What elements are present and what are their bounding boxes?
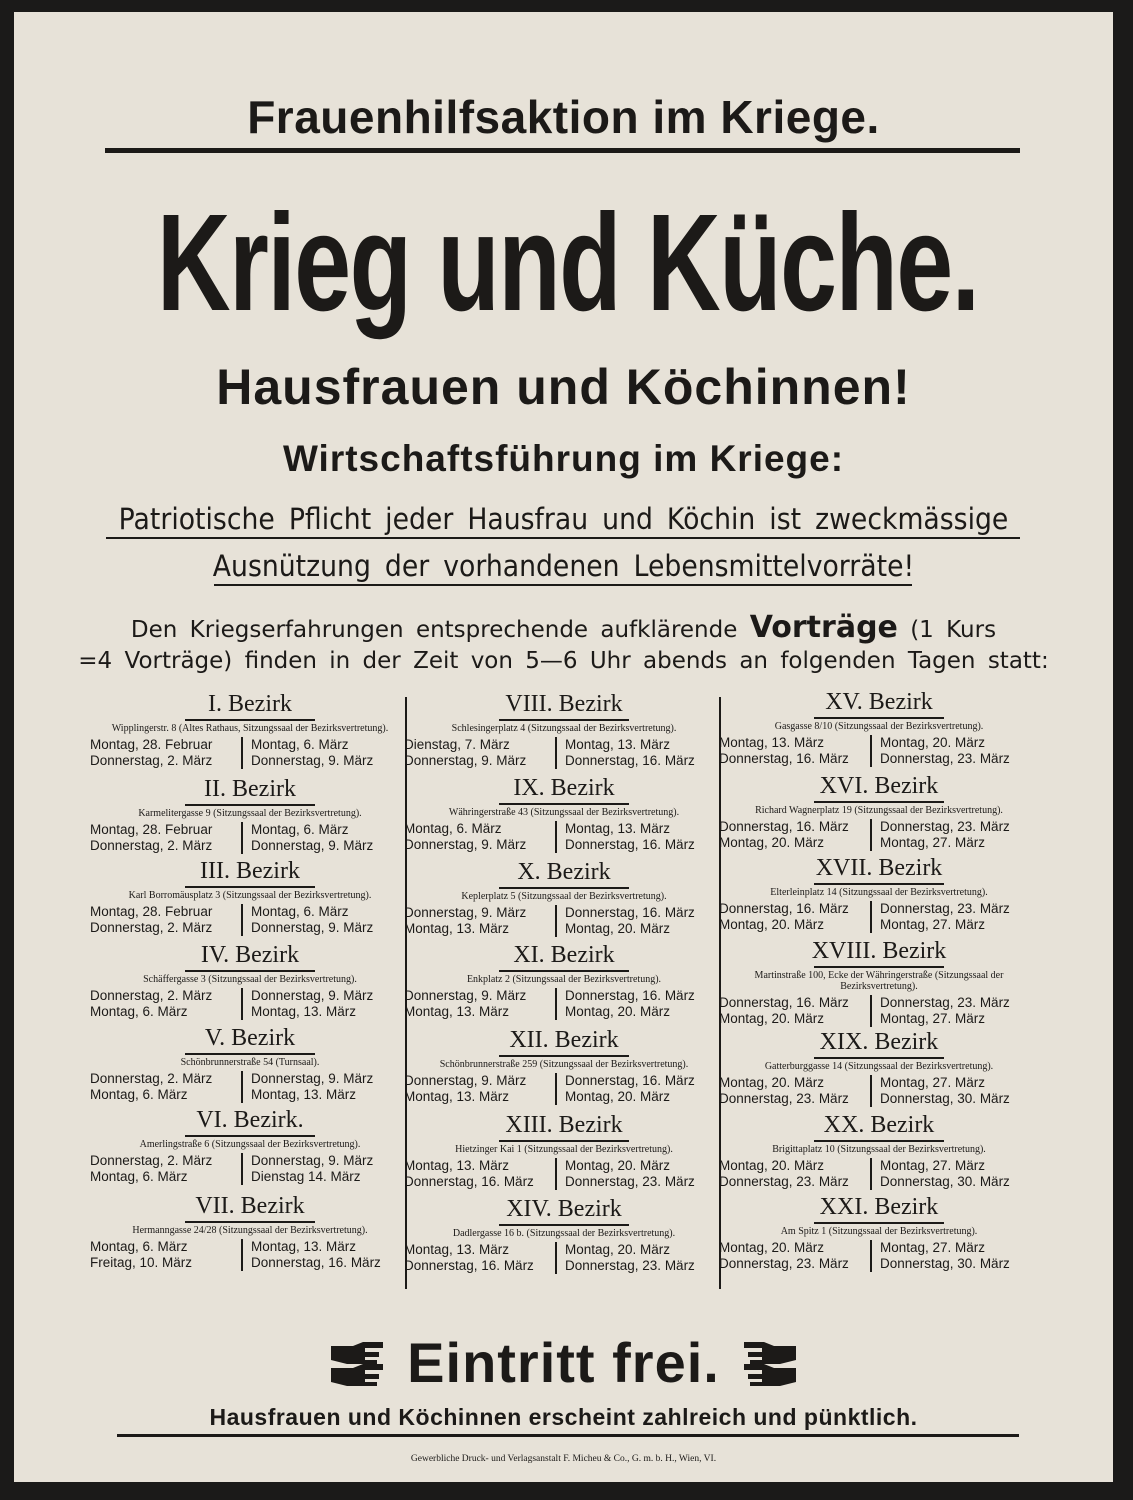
district-title: VIII. Bezirk — [505, 691, 623, 717]
district-dates — [90, 1153, 410, 1185]
lecture-date: Montag, 13. März — [404, 921, 510, 936]
district-address: Richard Wagnerplatz 19 (Sitzungssaal der Bezirksvertretung). — [755, 805, 1003, 816]
district-title: XX. Bezirk — [823, 1112, 935, 1138]
addressees-heading: Hausfrauen und Köchinnen! — [216, 359, 911, 415]
district-title: XI. Bezirk — [513, 942, 615, 968]
lecture-date: Donnerstag, 9. März — [251, 1153, 374, 1168]
district-title: XXI. Bezirk — [819, 1194, 939, 1220]
lecture-date: Montag, 13. März — [719, 735, 825, 750]
district-address: Karl Borromäusplatz 3 (Sitzungssaal der Bezirksvertretung). — [128, 890, 372, 901]
district-title-rule — [185, 719, 315, 721]
district-block — [90, 1106, 410, 1185]
lecture-date: Donnerstag, 2. März — [90, 920, 213, 935]
lecture-date: Montag, 28. Februar — [90, 822, 213, 837]
appeal-line: Hausfrauen und Köchinnen erscheint zahlreich und pünktlich. — [209, 1404, 918, 1430]
lecture-date: Donnerstag, 23. März — [880, 751, 1010, 766]
lecture-date: Montag, 13. März — [404, 1089, 510, 1104]
district-title-rule — [814, 717, 944, 719]
district-title: V. Bezirk — [204, 1025, 296, 1051]
district-title: XIX. Bezirk — [819, 1029, 939, 1055]
lecture-date: Freitag, 10. März — [90, 1255, 193, 1270]
dates-right — [243, 822, 373, 854]
district-title-rule — [185, 970, 315, 972]
district-address: Schlesingerplatz 4 (Sitzungssaal der Bezirksvertretung). — [451, 723, 677, 734]
dates-right — [872, 901, 1010, 933]
district-title: XVII. Bezirk — [815, 855, 943, 881]
pointing-hand-icon — [329, 1336, 389, 1390]
district-dates — [404, 905, 724, 937]
district-block — [90, 857, 410, 936]
duty-rule-2 — [214, 584, 912, 586]
district-title-rule — [814, 883, 944, 885]
district-dates — [404, 1073, 724, 1105]
dates-right — [243, 1071, 373, 1103]
dates-left — [719, 819, 872, 851]
lecture-date: Donnerstag, 9. März — [404, 753, 527, 768]
lecture-date: Montag, 20. März — [719, 1240, 825, 1255]
lecture-date: Donnerstag, 9. März — [404, 988, 527, 1003]
district-address: Dadlergasse 16 b. (Sitzungssaal der Bezirksvertretung). — [452, 1228, 676, 1239]
district-block — [719, 1028, 1039, 1107]
district-title-rule — [185, 1135, 315, 1137]
duty-line-1: Patriotische Pflicht jeder Hausfrau und Köchin ist zweckmässige — [118, 502, 1009, 536]
district-address: Gatterburggasse 14 (Sitzungssaal der Bezirksvertretung). — [764, 1061, 994, 1072]
lecture-date: Donnerstag, 9. März — [251, 838, 374, 853]
district-title-rule — [185, 1221, 315, 1223]
dates-left — [719, 1240, 872, 1272]
free-entry-row — [14, 1330, 1113, 1400]
lecture-date: Donnerstag, 23. März — [719, 1256, 849, 1271]
lecture-date: Donnerstag, 23. März — [880, 995, 1010, 1010]
district-title: XVI. Bezirk — [819, 773, 939, 799]
district-block — [719, 688, 1039, 767]
lecture-date: Donnerstag, 16. März — [251, 1255, 381, 1270]
lecture-date: Montag, 27. März — [880, 1240, 986, 1255]
district-address: Brigittaplatz 10 (Sitzungssaal der Bezirksvertretung). — [772, 1144, 986, 1155]
dates-right — [872, 819, 1010, 851]
lecture-date: Donnerstag, 23. März — [719, 1174, 849, 1189]
district-block — [90, 941, 410, 1020]
lecture-date: Montag, 27. März — [880, 1075, 986, 1090]
dates-right — [557, 905, 695, 937]
lecture-date: Montag, 6. März — [404, 821, 502, 836]
lecture-date: Montag, 20. März — [719, 1075, 825, 1090]
intro-line-2: =4 Vorträge) finden in der Zeit von 5—6 Uhr abends an folgenden Tagen statt: — [78, 648, 1049, 674]
lecture-date: Donnerstag, 16. März — [404, 1174, 534, 1189]
district-title-rule — [499, 803, 629, 805]
district-dates — [90, 822, 410, 854]
dates-right — [872, 995, 1010, 1027]
dates-right — [243, 737, 373, 769]
lecture-date: Montag, 13. März — [404, 1158, 510, 1173]
district-title-rule — [499, 1224, 629, 1226]
lecture-date: Dienstag, 7. März — [404, 737, 510, 752]
district-dates — [90, 988, 410, 1020]
poster-title: Krieg und Küche. — [156, 186, 979, 340]
dates-right — [557, 988, 695, 1020]
dates-left — [719, 1075, 872, 1107]
dates-left — [719, 901, 872, 933]
district-address: Keplerplatz 5 (Sitzungssaal der Bezirksvertretung). — [461, 891, 667, 902]
district-title-rule — [499, 1140, 629, 1142]
lecture-date: Montag, 20. März — [565, 1004, 671, 1019]
district-title-rule — [499, 887, 629, 889]
dates-left — [404, 737, 557, 769]
district-title: VI. Bezirk. — [196, 1107, 304, 1133]
lecture-date: Montag, 28. Februar — [90, 904, 213, 919]
district-dates — [404, 821, 724, 853]
dates-right — [557, 1073, 695, 1105]
lecture-date: Montag, 20. März — [565, 921, 671, 936]
lecture-date: Montag, 27. März — [880, 835, 986, 850]
district-block — [90, 1024, 410, 1103]
district-dates — [404, 1158, 724, 1190]
lecture-date: Montag, 6. März — [90, 1239, 188, 1254]
dates-right — [872, 1240, 1010, 1272]
district-dates — [90, 904, 410, 936]
dates-left — [90, 1239, 243, 1271]
lecture-date: Montag, 20. März — [719, 1011, 825, 1026]
dates-right — [557, 821, 695, 853]
lecture-date: Donnerstag, 16. März — [565, 988, 695, 1003]
dates-left — [719, 1158, 872, 1190]
lecture-date: Donnerstag, 23. März — [565, 1174, 695, 1189]
lecture-date: Montag, 27. März — [880, 1011, 986, 1026]
district-dates — [719, 1240, 1039, 1272]
district-title: VII. Bezirk — [195, 1193, 305, 1219]
lecture-date: Donnerstag, 9. März — [251, 1071, 374, 1086]
dates-right — [243, 1239, 381, 1271]
intro-text-2: (1 Kurs — [910, 617, 997, 643]
district-dates — [719, 1158, 1039, 1190]
lecture-date: Montag, 28. Februar — [90, 737, 213, 752]
lecture-date: Donnerstag, 16. März — [719, 751, 849, 766]
lecture-date: Donnerstag, 23. März — [719, 1091, 849, 1106]
district-block — [404, 1026, 724, 1105]
lecture-date: Donnerstag, 2. März — [90, 1071, 213, 1086]
lecture-date: Montag, 13. März — [251, 1087, 357, 1102]
district-address: Elterleinplatz 14 (Sitzungssaal der Bezirksvertretung). — [770, 887, 988, 898]
lecture-date: Donnerstag, 9. März — [404, 837, 527, 852]
district-title-rule — [499, 1055, 629, 1057]
district-dates — [404, 988, 724, 1020]
lecture-date: Donnerstag, 16. März — [719, 995, 849, 1010]
district-block — [404, 1111, 724, 1190]
lecture-date: Montag, 6. März — [90, 1004, 188, 1019]
district-dates — [719, 1075, 1039, 1107]
lecture-date: Dienstag 14. März — [251, 1169, 361, 1184]
dates-left — [404, 905, 557, 937]
dates-left — [404, 821, 557, 853]
dates-right — [557, 1158, 695, 1190]
dates-right — [243, 1153, 373, 1185]
lecture-date: Montag, 20. März — [719, 917, 825, 932]
dates-left — [719, 995, 872, 1027]
district-address: Am Spitz 1 (Sitzungssaal der Bezirksvertretung). — [780, 1226, 978, 1237]
district-address: Karmelitergasse 9 (Sitzungssaal der Bezirksvertretung). — [138, 808, 362, 819]
lecture-date: Montag, 20. März — [565, 1242, 671, 1257]
lecture-date: Donnerstag, 16. März — [565, 753, 695, 768]
lecture-date: Montag, 13. März — [404, 1004, 510, 1019]
lecture-date: Donnerstag, 16. März — [565, 837, 695, 852]
dates-left — [404, 1158, 557, 1190]
intro-text-1: Den Kriegserfahrungen entsprechende aufklärende — [130, 617, 738, 643]
dates-right — [872, 735, 1010, 767]
district-title-rule — [499, 970, 629, 972]
lecture-date: Montag, 20. März — [565, 1158, 671, 1173]
district-address: Schäffergasse 3 (Sitzungssaal der Bezirksvertretung). — [143, 974, 357, 985]
district-title: XII. Bezirk — [509, 1027, 619, 1053]
lecture-date: Montag, 6. März — [90, 1087, 188, 1102]
district-title: IV. Bezirk — [200, 942, 300, 968]
district-address: Enkplatz 2 (Sitzungssaal der Bezirksvertretung). — [466, 974, 662, 985]
district-dates — [719, 819, 1039, 851]
lecture-date: Donnerstag, 23. März — [565, 1258, 695, 1273]
lecture-date: Montag, 20. März — [719, 1158, 825, 1173]
district-address: Hietzinger Kai 1 (Sitzungssaal der Bezirksvertretung). — [455, 1144, 673, 1155]
dates-left — [90, 1153, 243, 1185]
district-block — [404, 941, 724, 1020]
lecture-date: Donnerstag, 16. März — [719, 819, 849, 834]
dates-left — [404, 988, 557, 1020]
intro-emphasis: Vorträge — [749, 610, 898, 645]
dates-right — [872, 1075, 1010, 1107]
lecture-date: Donnerstag, 2. März — [90, 838, 213, 853]
lecture-date: Donnerstag, 9. März — [251, 753, 374, 768]
district-dates — [719, 995, 1039, 1027]
lecture-date: Donnerstag, 2. März — [90, 753, 213, 768]
district-address: Martinstraße 100, Ecke der Währingerstraße (Sitzungssaal der Bezirksvertretung). — [754, 970, 1004, 992]
district-block — [90, 690, 410, 769]
district-address: Amerlingstraße 6 (Sitzungssaal der Bezirksvertretung). — [139, 1139, 361, 1150]
subtitle-heading: Wirtschaftsführung im Kriege: — [282, 438, 845, 479]
duty-rule-1 — [106, 537, 1020, 539]
lecture-date: Donnerstag, 16. März — [565, 905, 695, 920]
district-title-rule — [814, 1222, 944, 1224]
district-title-rule — [814, 1140, 944, 1142]
lecture-date: Donnerstag, 9. März — [404, 905, 527, 920]
intro-line-1 — [14, 610, 1113, 645]
lecture-date: Donnerstag, 2. März — [90, 1153, 213, 1168]
district-dates — [90, 1071, 410, 1103]
district-block — [90, 775, 410, 854]
district-title: XIV. Bezirk — [506, 1196, 622, 1222]
district-title: I. Bezirk — [208, 691, 292, 717]
lecture-date: Montag, 6. März — [90, 1169, 188, 1184]
dates-left — [404, 1073, 557, 1105]
district-block — [719, 1111, 1039, 1190]
district-title-rule — [185, 804, 315, 806]
district-block — [404, 1195, 724, 1274]
district-title-rule — [185, 1053, 315, 1055]
district-title: XV. Bezirk — [825, 689, 933, 715]
district-address: Gasgasse 8/10 (Sitzungssaal der Bezirksvertretung). — [774, 721, 984, 732]
lecture-date: Montag, 13. März — [251, 1239, 357, 1254]
district-dates — [90, 1239, 410, 1271]
district-title-rule — [185, 886, 315, 888]
lecture-date: Montag, 13. März — [565, 737, 671, 752]
district-title-rule — [814, 966, 944, 968]
lecture-date: Montag, 6. März — [251, 904, 349, 919]
district-block — [719, 772, 1039, 851]
district-title-rule — [814, 1057, 944, 1059]
lecture-date: Montag, 27. März — [880, 1158, 986, 1173]
district-dates — [719, 901, 1039, 933]
lecture-date: Montag, 13. März — [251, 1004, 357, 1019]
dates-left — [90, 737, 243, 769]
district-block — [404, 774, 724, 853]
lecture-date: Donnerstag, 9. März — [251, 920, 374, 935]
lecture-date: Montag, 6. März — [251, 822, 349, 837]
district-block — [719, 937, 1039, 1027]
dates-right — [557, 737, 695, 769]
district-block — [719, 854, 1039, 933]
lecture-date: Donnerstag, 23. März — [880, 819, 1010, 834]
lecture-date: Montag, 20. März — [719, 835, 825, 850]
poster — [14, 12, 1113, 1482]
lecture-date: Donnerstag, 16. März — [565, 1073, 695, 1088]
district-address: Wipplingerstr. 8 (Altes Rathaus, Sitzungssaal der Bezirksvertretung). — [111, 723, 389, 734]
district-dates — [90, 737, 410, 769]
dates-left — [719, 735, 872, 767]
district-address: Hermanngasse 24/28 (Sitzungssaal der Bezirksvertretung). — [132, 1225, 368, 1236]
district-address: Schönbrunnerstraße 54 (Turnsaal). — [180, 1057, 320, 1068]
lecture-date: Montag, 20. März — [880, 735, 986, 750]
lecture-date: Donnerstag, 16. März — [719, 901, 849, 916]
district-block — [404, 690, 724, 769]
pointing-hand-icon — [738, 1336, 798, 1390]
lecture-date: Donnerstag, 30. März — [880, 1174, 1010, 1189]
district-address: Schönbrunnerstraße 259 (Sitzungssaal der Bezirksvertretung). — [439, 1059, 689, 1070]
lecture-date: Donnerstag, 16. März — [404, 1258, 534, 1273]
district-title: XVIII. Bezirk — [811, 938, 947, 964]
lecture-date: Donnerstag, 23. März — [880, 901, 1010, 916]
heading-rule — [105, 148, 1020, 153]
dates-left — [90, 822, 243, 854]
lecture-date: Donnerstag, 9. März — [404, 1073, 527, 1088]
lecture-date: Donnerstag, 30. März — [880, 1091, 1010, 1106]
dates-right — [557, 1242, 695, 1274]
printer-imprint: Gewerbliche Druck- und Verlagsanstalt F. Micheu & Co., G. m. b. H., Wien, VI. — [410, 1454, 717, 1464]
district-address: Währingerstraße 43 (Sitzungssaal der Bezirksvertretung). — [448, 807, 680, 818]
lecture-date: Donnerstag, 9. März — [251, 988, 374, 1003]
appeal-rule — [117, 1434, 1019, 1437]
lecture-date: Montag, 27. März — [880, 917, 986, 932]
district-title-rule — [499, 719, 629, 721]
dates-right — [243, 904, 373, 936]
district-block — [404, 858, 724, 937]
dates-right — [243, 988, 373, 1020]
district-dates — [719, 735, 1039, 767]
duty-line-2: Ausnützung der vorhandenen Lebensmittelvorräte! — [212, 549, 915, 583]
dates-left — [90, 1071, 243, 1103]
district-title: II. Bezirk — [204, 776, 296, 802]
lecture-date: Donnerstag, 2. März — [90, 988, 213, 1003]
district-dates — [404, 737, 724, 769]
lecture-date: Montag, 6. März — [251, 737, 349, 752]
district-block — [90, 1192, 410, 1271]
lecture-date: Donnerstag, 30. März — [880, 1256, 1010, 1271]
dates-left — [404, 1242, 557, 1274]
district-title: IX. Bezirk — [513, 775, 615, 801]
district-title: III. Bezirk — [200, 858, 300, 884]
dates-left — [90, 904, 243, 936]
district-title-rule — [814, 801, 944, 803]
lecture-date: Montag, 13. März — [404, 1242, 510, 1257]
dates-left — [90, 988, 243, 1020]
district-block — [719, 1193, 1039, 1272]
free-entry-heading: Eintritt frei. — [407, 1331, 720, 1394]
lecture-date: Montag, 13. März — [565, 821, 671, 836]
district-title: XIII. Bezirk — [505, 1112, 623, 1138]
district-dates — [404, 1242, 724, 1274]
dates-right — [872, 1158, 1010, 1190]
lecture-date: Montag, 20. März — [565, 1089, 671, 1104]
organization-heading: Frauenhilfsaktion im Kriege. — [247, 91, 880, 143]
district-title: X. Bezirk — [517, 859, 611, 885]
